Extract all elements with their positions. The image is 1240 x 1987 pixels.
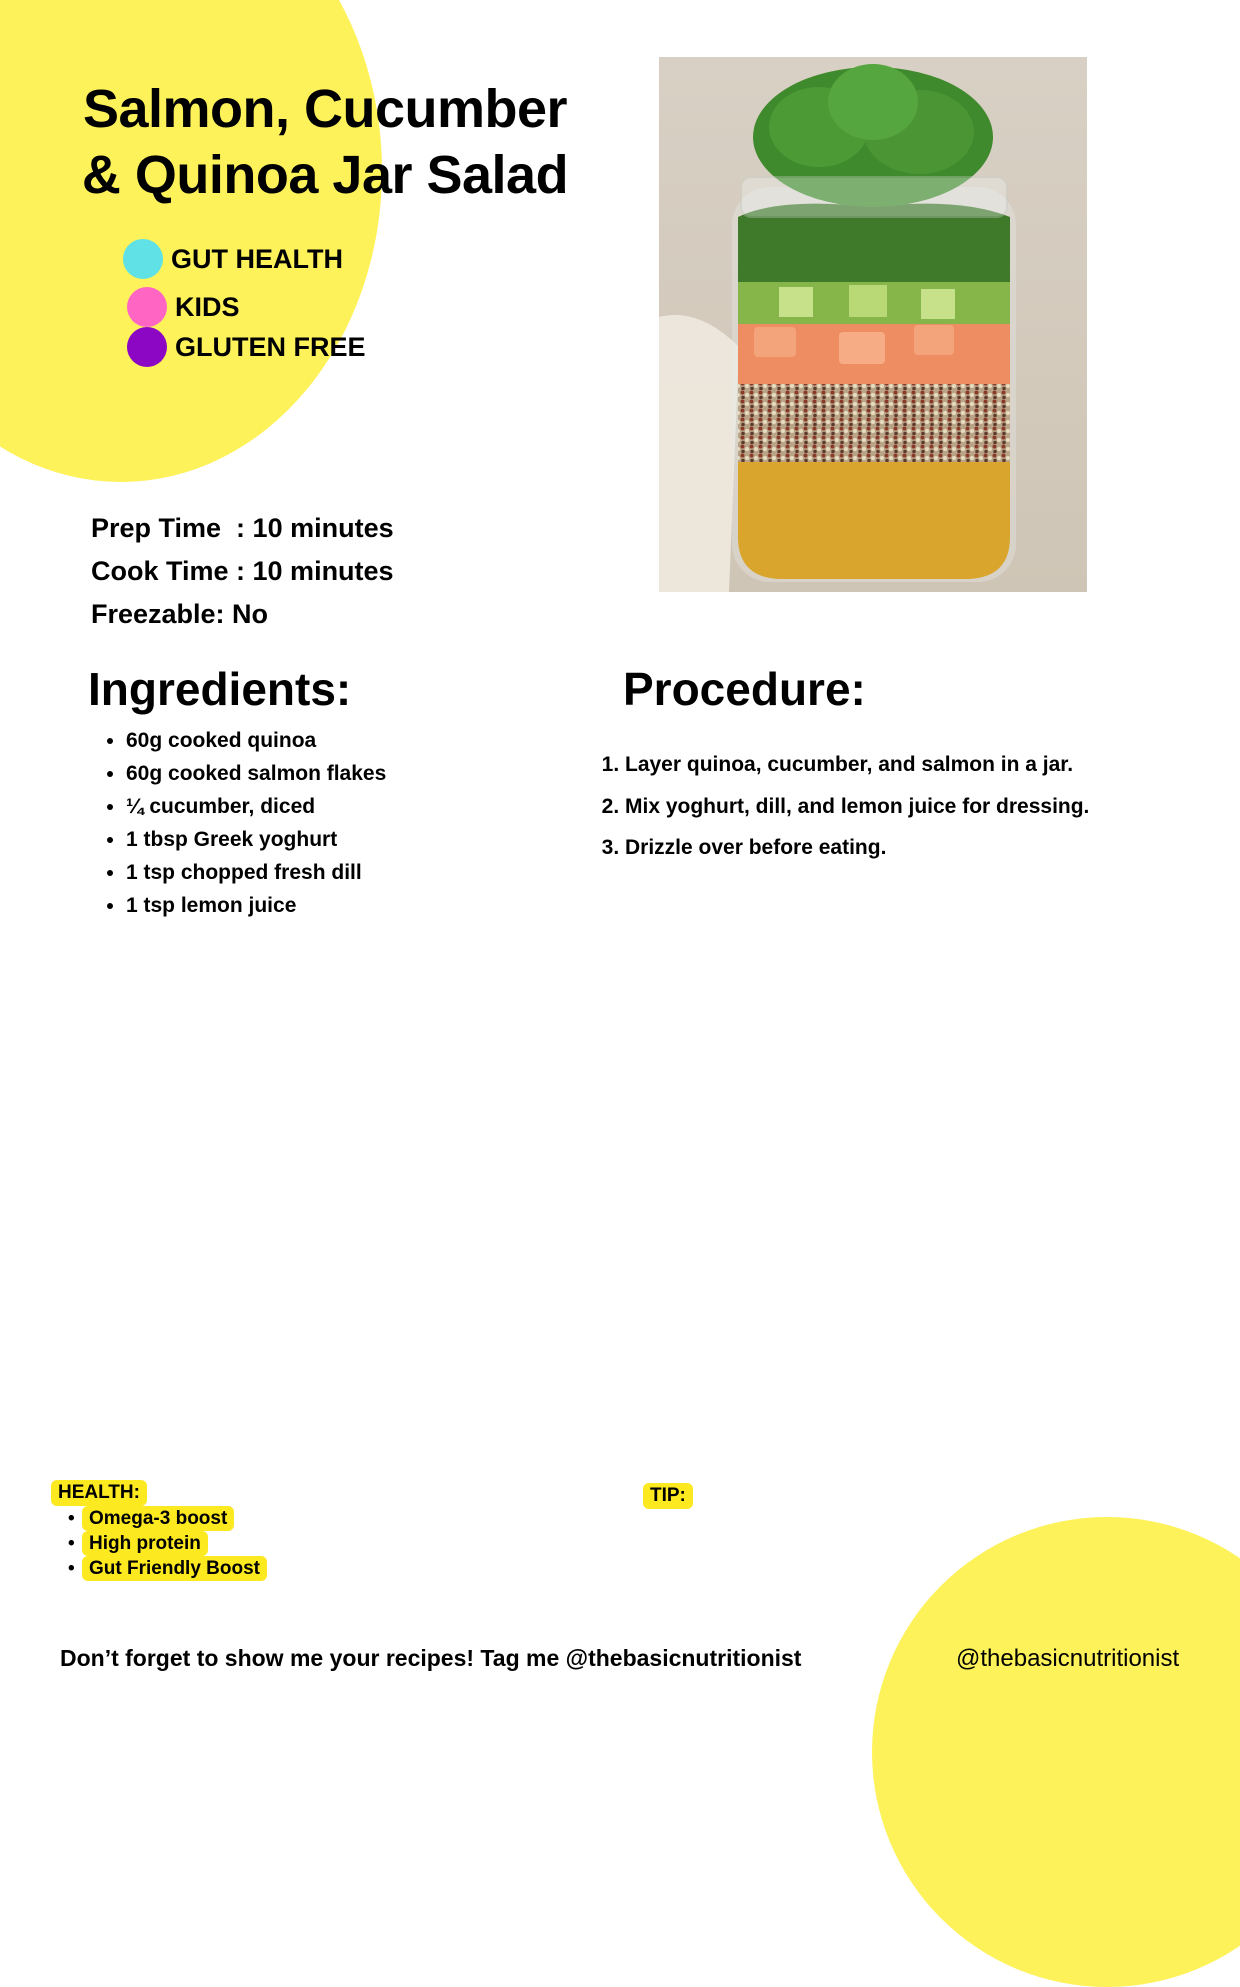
recipe-title <box>60 76 590 208</box>
recipe-title-line2: & Quinoa Jar Salad <box>81 145 569 205</box>
prep-time: Prep Time : 10 minutes <box>91 513 394 543</box>
list-item: • 60g cooked salmon flakes <box>126 757 386 790</box>
procedure-step: 3. Drizzle over before eating. <box>625 827 1089 869</box>
procedure-step: 2. Mix yoghurt, dill, and lemon juice for dressing. <box>625 786 1089 828</box>
list-item: • ¼ cucumber, diced <box>126 790 386 823</box>
gluten-free-dot-icon <box>127 327 167 367</box>
freezable: Freezable: No <box>91 599 269 629</box>
procedure-list <box>596 744 1089 869</box>
procedure-heading: Procedure: <box>623 663 866 715</box>
list-item: • 1 tbsp Greek yoghurt <box>126 823 386 856</box>
gut-health-dot-icon <box>123 239 163 279</box>
jar-salad-illustration <box>659 57 1087 592</box>
cook-time: Cook Time : 10 minutes <box>91 556 394 586</box>
recipe-photo <box>659 57 1087 592</box>
decorative-yellow-circle-bottom <box>872 1517 1240 1987</box>
ingredients-heading: Ingredients: <box>88 663 352 715</box>
list-item: • 60g cooked quinoa <box>126 724 386 757</box>
tag-gluten-free <box>127 327 366 367</box>
kids-dot-icon <box>127 287 167 327</box>
social-handle: @thebasicnutritionist <box>956 1645 1180 1672</box>
list-item: • 1 tsp chopped fresh dill <box>126 856 386 889</box>
tag-label: GUT HEALTH <box>171 243 343 274</box>
health-item: Omega-3 boost <box>82 1506 234 1531</box>
list-item: • 1 tsp lemon juice <box>126 889 386 922</box>
health-item: High protein <box>82 1531 208 1556</box>
recipe-title-line1: Salmon, Cucumber <box>82 79 568 139</box>
tag-label: KIDS <box>175 291 240 322</box>
tag-gut-health <box>123 239 343 279</box>
tip-heading: TIP: <box>643 1483 693 1509</box>
tag-kids <box>127 287 240 327</box>
list-item <box>66 1506 267 1531</box>
health-list <box>66 1506 267 1581</box>
ingredients-list <box>94 724 386 922</box>
health-item: Gut Friendly Boost <box>82 1556 267 1581</box>
list-item <box>66 1531 267 1556</box>
tag-label: GLUTEN FREE <box>175 331 366 362</box>
procedure-step: 1. Layer quinoa, cucumber, and salmon in a jar. <box>625 744 1089 786</box>
recipe-meta <box>91 507 394 636</box>
footer-cta: Don’t forget to show me your recipes! Tag me @thebasicnutritionist <box>60 1645 802 1671</box>
list-item <box>66 1556 267 1581</box>
health-heading: HEALTH: <box>51 1480 147 1506</box>
